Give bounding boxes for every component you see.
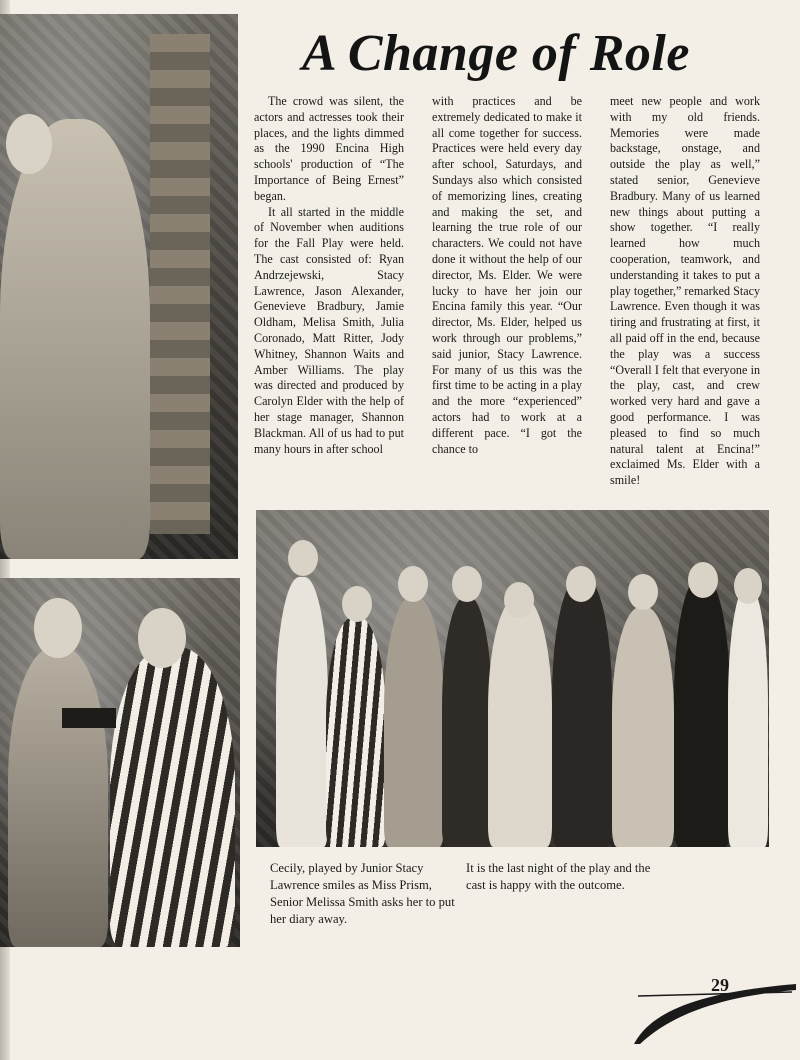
cast-member-head bbox=[688, 562, 718, 598]
photo-cecily-and-miss-prism bbox=[0, 578, 240, 947]
photo-actress-on-stage bbox=[0, 14, 238, 559]
cast-member-figure bbox=[326, 617, 386, 847]
article-column-2 bbox=[432, 94, 582, 457]
article-paragraph: with practices and be extremely dedicated to make it all come together for success. Practices were held every day after school, Saturdays, and Sundays also which consisted of memorizing lines, creating and making the set, and learning the true role of our characters. We could not have done it without the help of our director, Ms. Elder. We were lucky to have her join our Encina family this year. “Our director, Ms. Elder, helped us work through our problems,” said junior, Stacy Lawrence. For many of us this was the first time to be acting in a play and the more “experienced” actors had to work at a different pace. “I got the chance to bbox=[432, 94, 582, 456]
photo-caption-cecily: Cecily, played by Junior Stacy Lawrence smiles as Miss Prism, Senior Melissa Smith asks her to put her diary away. bbox=[270, 861, 455, 926]
article-paragraph: meet new people and work with my old friends. Memories were made backstage, onstage, and outside the play as well,” stated senior, Genevieve Bradbury. Many of us learned new things about putting a show together. “I really learned how much cooperation, teamwork, and understanding it takes to put a play together,” remarked Stacy Lawrence. Even though it was tiring and frustrating at first, it all paid off in the end, because the play was a success “Overall I felt that everyone in the play, cast, and crew worked very hard and gave a good performance. I was pleased to find so much natural talent at Encina!” exclaimed Ms. Elder with a smile! bbox=[610, 94, 760, 488]
cast-member-figure bbox=[674, 577, 730, 847]
article-title: A Change of Role bbox=[302, 25, 690, 82]
article-paragraph: The crowd was silent, the actors and actresses took their places, and the lights dimmed as the 1990 Encina High schools' production of “The Importance of Being Ernest” began. bbox=[254, 94, 404, 203]
cast-member-figure bbox=[488, 597, 552, 847]
cast-member-head bbox=[628, 574, 658, 610]
actress-right-striped-dress bbox=[110, 647, 235, 947]
cast-member-figure bbox=[384, 597, 444, 847]
article-column-1 bbox=[254, 94, 404, 457]
cast-member-figure bbox=[728, 587, 768, 847]
cast-member-figure bbox=[552, 577, 612, 847]
article-column-3 bbox=[610, 94, 760, 489]
cast-member-head bbox=[734, 568, 762, 604]
cast-member-head bbox=[504, 582, 534, 618]
actress-left-figure bbox=[8, 647, 108, 947]
page-number: 29 bbox=[711, 975, 729, 995]
diary-book bbox=[62, 708, 116, 728]
cast-member-head bbox=[342, 586, 372, 622]
photo-caption-cast: It is the last night of the play and the cast is happy with the outcome. bbox=[466, 861, 651, 892]
actress-right-head bbox=[138, 608, 186, 668]
cast-member-head bbox=[566, 566, 596, 602]
cast-member-head bbox=[452, 566, 482, 602]
actress-head bbox=[6, 114, 52, 174]
photo-cast-group bbox=[256, 510, 769, 847]
actress-left-head bbox=[34, 598, 82, 658]
cast-member-figure bbox=[442, 597, 492, 847]
stage-screen-backdrop bbox=[150, 34, 210, 534]
cast-member-figure bbox=[612, 607, 674, 847]
cast-member-head bbox=[398, 566, 428, 602]
cast-member-head bbox=[288, 540, 318, 576]
cast-member-figure bbox=[276, 577, 328, 847]
article-paragraph: It all started in the middle of November when auditions for the Fall Play were held. The cast consisted of: Ryan Andrzejewski, Stacy Lawrence, Jason Alexander, Genevieve Bradbury, Jamie Oldham, Melisa Smith, Julia Coronado, Matt Ritter, Jody Whitney, Shannon Waits and Amber Williams. The play was directed and produced by Carolyn Elder with the help of her stage manager, Shannon Blackman. All of us had to put many hours in after school bbox=[254, 204, 404, 456]
actress-figure bbox=[0, 119, 150, 559]
